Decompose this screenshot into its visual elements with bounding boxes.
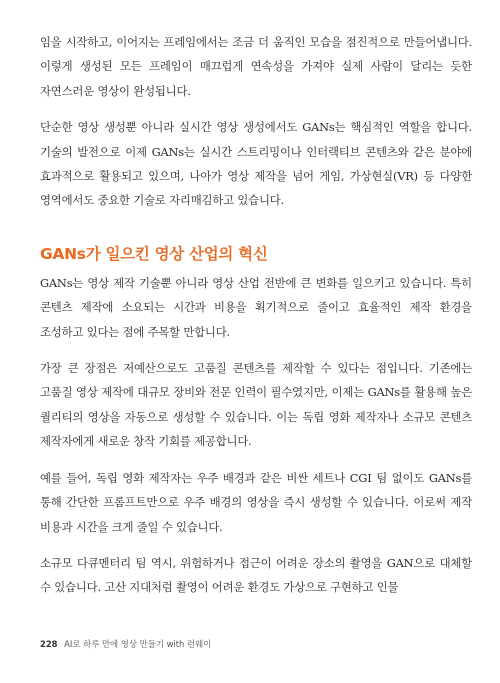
section-heading: GANs가 일으킨 영상 산업의 혁신 [40,244,268,263]
paragraph: GANs는 영상 제작 기술뿐 아니라 영상 산업 전반에 큰 변화를 일으키고 있습니다. 특히 콘텐츠 제작에 소요되는 시간과 비용을 획기적으로 줄이고 효율적인 제작 환경을 조성하고 있다는 점에 주목할 만합니다. [40,275,472,339]
book-title: AI로 하루 만에 영상 만들기 with 런웨이 [64,639,212,649]
paragraph: 소규모 다큐멘터리 팀 역시, 위험하거나 접근이 어려운 장소의 촬영을 GAN으로 대체할 수 있습니다. 고산 지대처럼 촬영이 어려운 환경도 가상으로 구현하고 인물 [40,555,472,595]
paragraph: 임을 시작하고, 이어지는 프레임에서는 조금 더 움직인 모습을 점진적으로 만들어냅니다. 이렇게 생성된 모든 프레임이 매끄럽게 연속성을 가져야 실제 사람이 달리는 듯한 자연스러운 영상이 완성됩니다. [40,35,472,98]
paragraph: 예를 들어, 독립 영화 제작자는 우주 배경과 같은 비싼 세트나 CGI 팀 없이도 GANs를 통해 간단한 프롬프트만으로 우주 배경의 영상을 즉시 생성할 수 있습니다. 이로써 제작 비용과 시간을 크게 줄일 수 있습니다. [40,470,472,534]
paragraph: 가장 큰 장점은 저예산으로도 고품질 콘텐츠를 제작할 수 있다는 점입니다. 기존에는 고품질 영상 제작에 대규모 장비와 전문 인력이 필수였지만, 이제는 GANs를 활용해 높은 퀄리티의 영상을 자동으로 생성할 수 있습니다. 이는 독립 영화 제작자나 소규모 콘텐츠 제작자에게 새로운 창작 기회를 제공합니다. [40,361,472,449]
page-body [40,30,472,612]
page-footer [40,638,211,650]
page-number: 228 [40,639,58,649]
paragraph: 단순한 영상 생성뿐 아니라 실시간 영상 생성에서도 GANs는 핵심적인 역할을 합니다. 기술의 발전으로 이제 GANs는 실시간 스트리밍이나 인터랙티브 콘텐츠와 같은 분야에 효과적으로 활용되고 있으며, 나아가 영상 제작을 넘어 게임, 가상현실(VR) 등 다양한 영역에서도 중요한 기술로 자리매김하고 있습니다. [40,120,472,208]
